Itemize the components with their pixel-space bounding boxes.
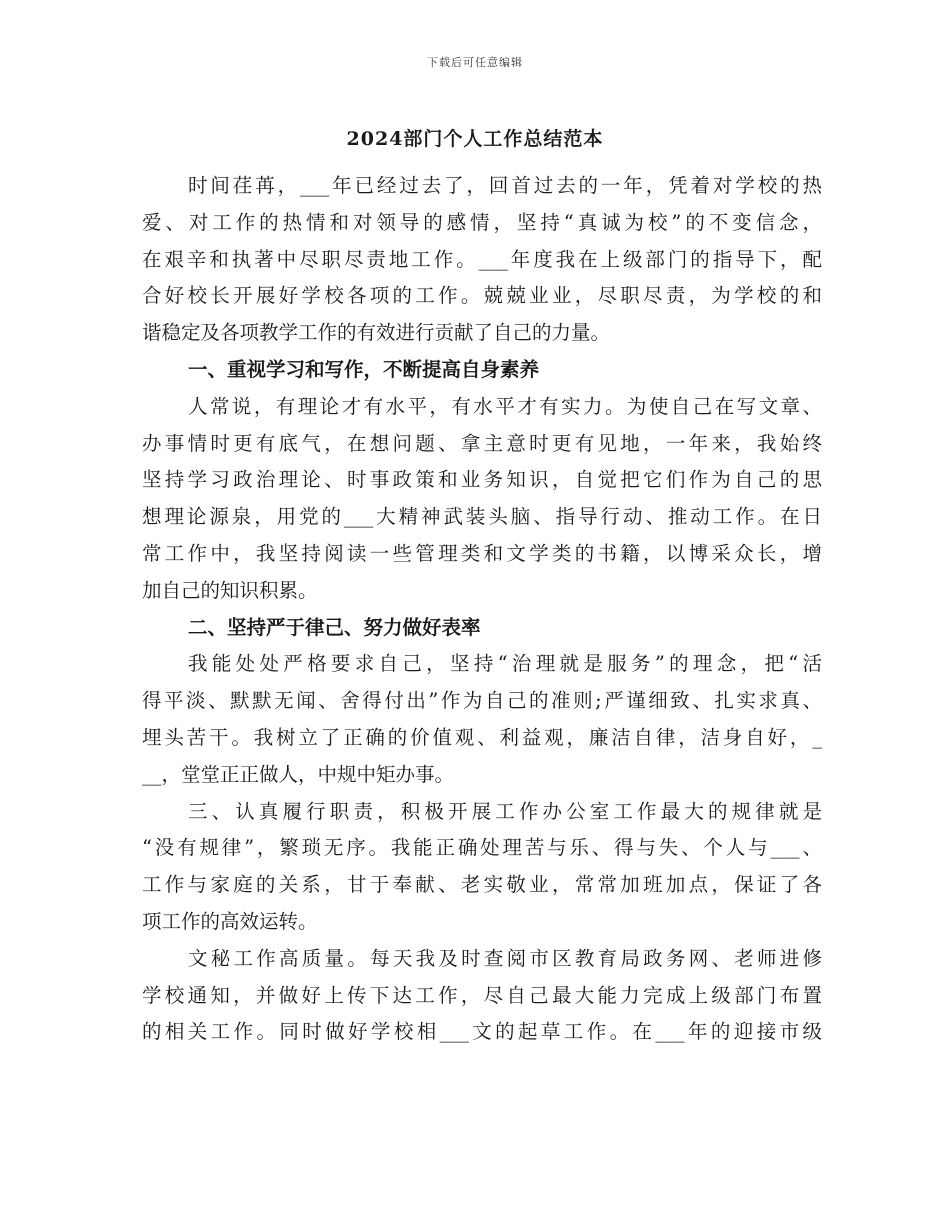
paragraph-line: 的相关工作。同时做好学校相___文的起草工作。在___年的迎接市级: [142, 1020, 822, 1044]
paragraph-line: 合好校长开展好学校各项的工作。兢兢业业，尽职尽责，为学校的和: [142, 284, 822, 308]
header-note: 下载后可任意编辑: [427, 56, 523, 69]
paragraph-line: 谐稳定及各项教学工作的有效进行贡献了自己的力量。: [142, 321, 611, 345]
paragraph-line: 项工作的高效运转。: [142, 909, 318, 933]
paragraph-line: __，堂堂正正做人，中规中矩办事。: [142, 762, 455, 786]
document-title: 2024部门个人工作总结范本: [346, 128, 604, 150]
paragraph-line: 三、认真履行职责，积极开展工作办公室工作最大的规律就是: [188, 799, 822, 823]
paragraph-line: 埋头苦干。我树立了正确的价值观、利益观，廉洁自律，洁身自好，_: [142, 725, 822, 749]
paragraph-line: 文秘工作高质量。每天我及时查阅市区教育局政务网、老师进修: [188, 946, 822, 970]
paragraph-line: 办事情时更有底气，在想问题、拿主意时更有见地，一年来，我始终: [142, 431, 822, 455]
paragraph-line: 工作与家庭的关系，甘于奉献、老实敬业，常常加班加点，保证了各: [142, 873, 822, 897]
paragraph-line: 在艰辛和执著中尽职尽责地工作。___年度我在上级部门的指导下，配: [142, 247, 822, 271]
paragraph-line: 人常说，有理论才有水平，有水平才有实力。为使自己在写文章、: [188, 394, 822, 418]
paragraph-line: 得平淡、默默无闻、舍得付出”作为自己的准则;严谨细致、扎实求真、: [142, 689, 822, 713]
section-heading: 二、坚持严于律己、努力做好表率: [188, 615, 481, 639]
paragraph-line: “没有规律”，繁琐无序。我能正确处理苦与乐、得与失、个人与___、: [142, 836, 822, 860]
paragraph-line: 常工作中，我坚持阅读一些管理类和文学类的书籍，以博采众长，增: [142, 541, 822, 565]
section-heading: 一、重视学习和写作，不断提高自身素养: [188, 357, 540, 381]
paragraph-line: 爱、对工作的热情和对领导的感情，坚持“真诚为校”的不变信念，: [142, 210, 822, 234]
paragraph-line: 学校通知，并做好上传下达工作，尽自己最大能力完成上级部门布置: [142, 983, 822, 1007]
paragraph-line: 加自己的知识积累。: [142, 578, 318, 602]
document-body: [142, 168, 822, 1051]
paragraph-line: 时间荏苒，___年已经过去了，回首过去的一年，凭着对学校的热: [188, 174, 822, 197]
paragraph-line: 想理论源泉，用党的___大精神武装头脑、指导行动、推动工作。在日: [142, 505, 822, 529]
paragraph-line: 坚持学习政治理论、时事政策和业务知识，自觉把它们作为自己的思: [142, 468, 822, 492]
paragraph-line: 我能处处严格要求自己，坚持“治理就是服务”的理念，把“活: [188, 652, 822, 676]
